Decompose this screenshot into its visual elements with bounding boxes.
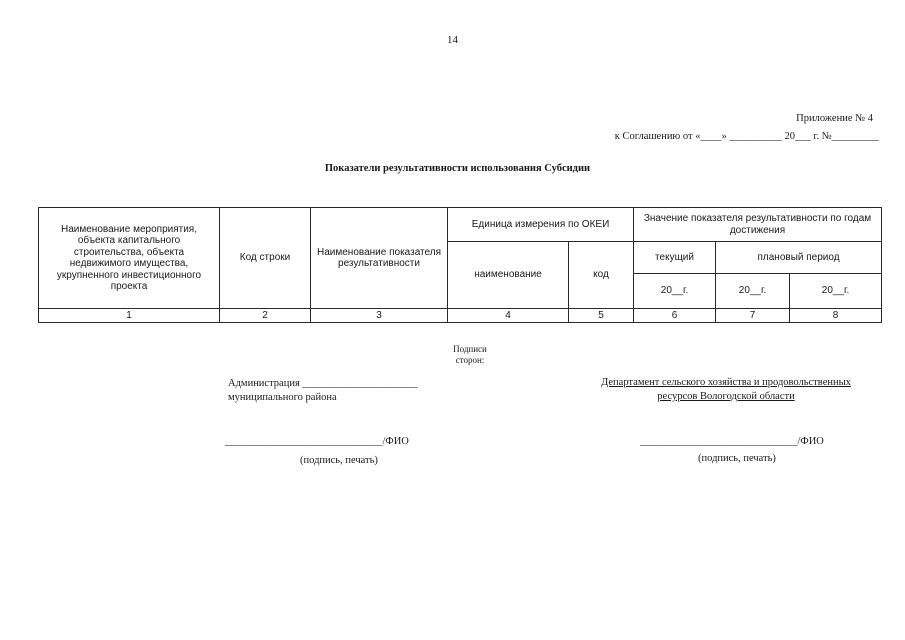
column-number: 7 (716, 309, 790, 323)
column-number: 8 (790, 309, 882, 323)
left-party-line2: муниципального района (228, 392, 337, 403)
header-planned-period: плановый период (716, 242, 882, 274)
signature-line-left: ______________________________/ФИО (225, 436, 409, 447)
header-row-code: Код строки (220, 208, 311, 309)
column-numbers-row (39, 309, 882, 323)
header-year-planned-1: 20__г. (716, 274, 790, 309)
header-value-group: Значение показателя результативности по годам достижения (634, 208, 882, 242)
header-current: текущий (634, 242, 716, 274)
signature-line-right: ______________________________/ФИО (640, 436, 824, 447)
header-indicator-name: Наименование показателя результативности (311, 208, 448, 309)
header-okei-unit: Единица измерения по ОКЕИ (448, 208, 634, 242)
signature-caption-left: (подпись, печать) (300, 455, 378, 466)
column-number: 3 (311, 309, 448, 323)
document-title: Показатели результативности использования Субсидии (324, 163, 591, 174)
signatures-heading: Подписи сторон: (453, 344, 487, 365)
right-party-line1: Департамент сельского хозяйства и продовольственных (601, 377, 851, 388)
header-event-name: Наименование мероприятия, объекта капитального строительства, объекта недвижимого имущества, укрупненного инвестиционного проекта (39, 208, 220, 309)
column-number: 4 (448, 309, 569, 323)
column-number: 6 (634, 309, 716, 323)
column-number: 5 (569, 309, 634, 323)
page-number: 14 (447, 34, 458, 46)
left-party-line1: Администрация ______________________ (228, 378, 418, 389)
left-party-block (228, 377, 418, 405)
header-okei-code: код (569, 242, 634, 309)
header-year-current: 20__г. (634, 274, 716, 309)
right-party-block (584, 376, 868, 404)
header-year-planned-2: 20__г. (790, 274, 882, 309)
appendix-label: Приложение № 4 (796, 113, 873, 124)
signature-caption-right: (подпись, печать) (698, 453, 776, 464)
header-okei-name: наименование (448, 242, 569, 309)
column-number: 1 (39, 309, 220, 323)
right-party-line2: ресурсов Вологодской области (657, 391, 795, 402)
column-number: 2 (220, 309, 311, 323)
indicators-table (38, 207, 882, 323)
agreement-reference: к Соглашению от «____» __________ 20___ г. №_________ (614, 131, 879, 142)
